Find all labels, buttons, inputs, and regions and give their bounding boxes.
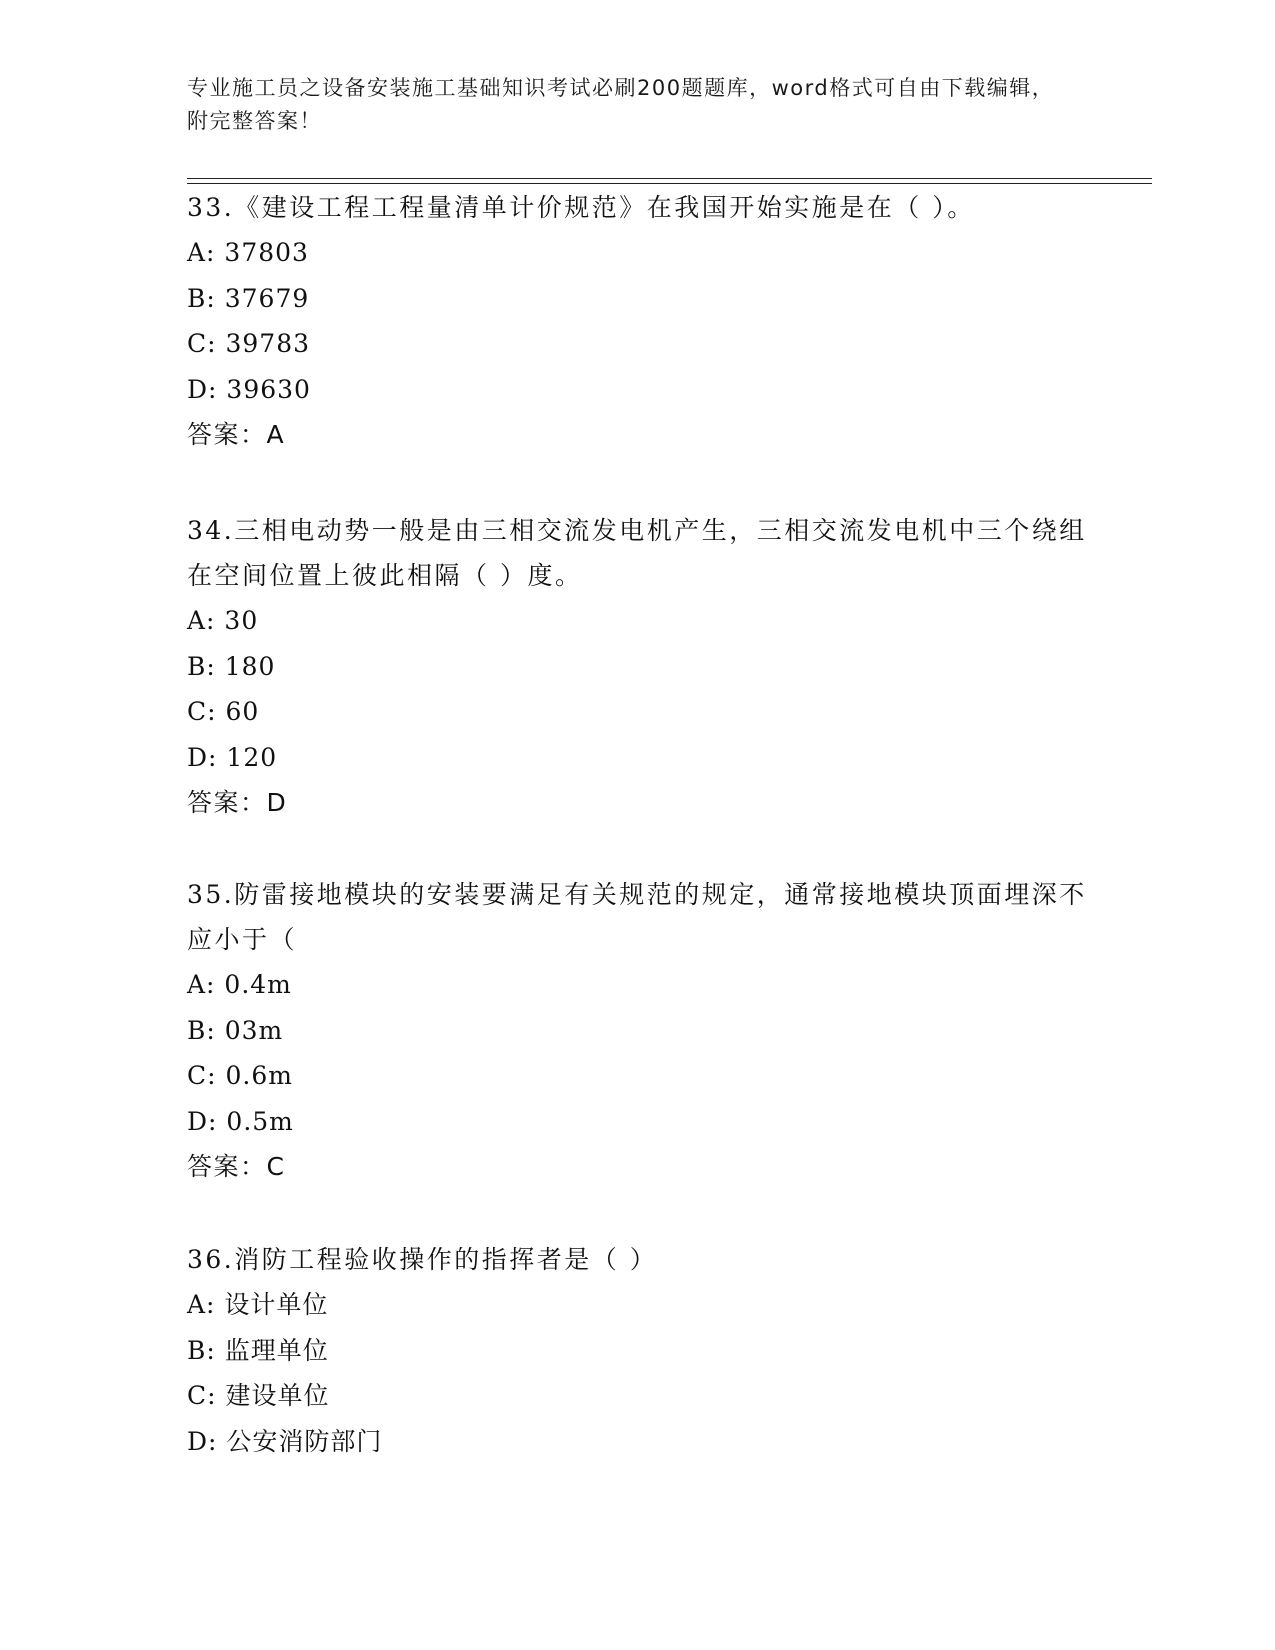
option-d: D: 120 bbox=[187, 742, 278, 772]
option-d: D: 公安消防部门 bbox=[187, 1426, 383, 1456]
question-36 bbox=[187, 1237, 1087, 1464]
option-c: C: 建设单位 bbox=[187, 1381, 330, 1410]
option-b: B: 37679 bbox=[187, 283, 310, 313]
question-stem: 35.防雷接地模块的安装要满足有关规范的规定，通常接地模块顶面埋深不应小于（ bbox=[187, 880, 1087, 954]
question-33 bbox=[187, 185, 1087, 458]
answer: 答案：C bbox=[187, 1152, 286, 1181]
option-a: A: 30 bbox=[187, 606, 259, 635]
answer: 答案：A bbox=[187, 420, 286, 449]
page-header bbox=[187, 72, 1067, 138]
question-34 bbox=[187, 508, 1087, 826]
option-d: D: 0.5m bbox=[187, 1106, 294, 1136]
question-stem: 36.消防工程验收操作的指挥者是（ ） bbox=[187, 1245, 658, 1274]
question-stem: 34.三相电动势一般是由三相交流发电机产生，三相交流发电机中三个绕组在空间位置上彼此相隔（ ）度。 bbox=[187, 516, 1087, 590]
option-b: B: 03m bbox=[187, 1015, 284, 1045]
option-a: A: 设计单位 bbox=[187, 1290, 329, 1319]
option-b: B: 180 bbox=[187, 651, 276, 681]
option-c: C: 60 bbox=[187, 697, 260, 726]
option-b: B: 监理单位 bbox=[187, 1335, 329, 1365]
document-title: 专业施工员之设备安装施工基础知识考试必刷200题题库，word格式可自由下载编辑，附完整答案！ bbox=[187, 76, 1055, 133]
question-35 bbox=[187, 872, 1087, 1190]
header-divider-bottom bbox=[187, 183, 1152, 184]
header-divider-top bbox=[187, 178, 1152, 179]
option-c: C: 39783 bbox=[187, 329, 311, 358]
option-a: A: 37803 bbox=[187, 238, 309, 267]
option-a: A: 0.4m bbox=[187, 970, 292, 999]
question-stem: 33.《建设工程工程量清单计价规范》在我国开始实施是在（ ）。 bbox=[187, 193, 975, 222]
option-c: C: 0.6m bbox=[187, 1061, 293, 1090]
answer: 答案：D bbox=[187, 788, 288, 817]
option-d: D: 39630 bbox=[187, 374, 311, 404]
